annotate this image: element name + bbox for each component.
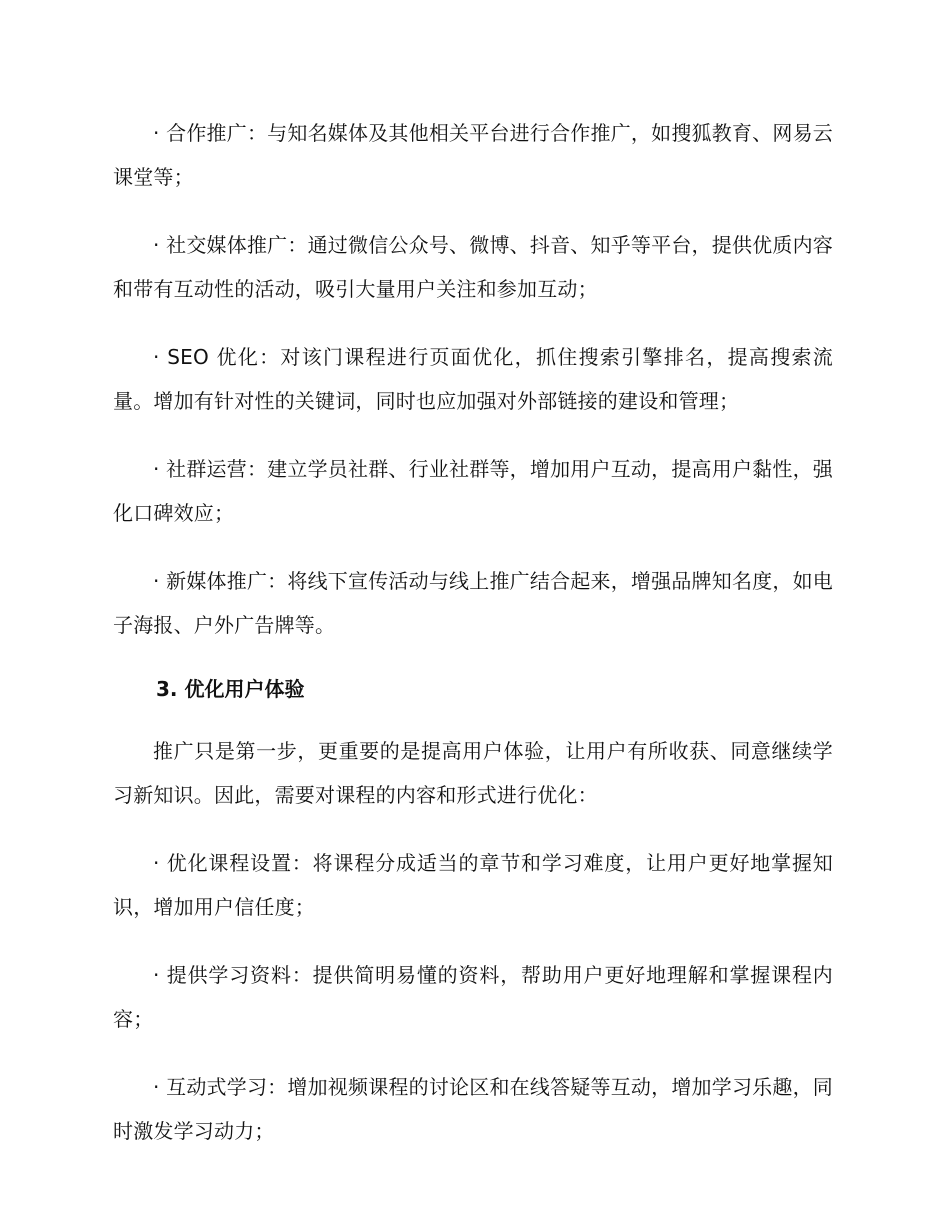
document-body bbox=[113, 111, 833, 1177]
bullet-course-settings: · 优化课程设置：将课程分成适当的章节和学习难度，让用户更好地掌握知识，增加用户信任度； bbox=[113, 851, 833, 919]
bullet-community-operation: · 社群运营：建立学员社群、行业社群等，增加用户互动，提高用户黏性，强化口碑效应； bbox=[113, 457, 833, 525]
bullet-cooperation-promotion: · 合作推广：与知名媒体及其他相关平台进行合作推广，如搜狐教育、网易云课堂等； bbox=[113, 121, 833, 189]
bullet-learning-materials: · 提供学习资料：提供简明易懂的资料，帮助用户更好地理解和掌握课程内容； bbox=[113, 963, 833, 1031]
intro-paragraph: 推广只是第一步，更重要的是提高用户体验，让用户有所收获、同意继续学习新知识。因此，需要对课程的内容和形式进行优化： bbox=[113, 739, 833, 807]
bullet-social-media-promotion: · 社交媒体推广：通过微信公众号、微博、抖音、知乎等平台，提供优质内容和带有互动性的活动，吸引大量用户关注和参加互动； bbox=[113, 233, 833, 301]
bullet-new-media-promotion: · 新媒体推广：将线下宣传活动与线上推广结合起来，增强品牌知名度，如电子海报、户外广告牌等。 bbox=[113, 569, 833, 637]
bullet-interactive-learning: · 互动式学习：增加视频课程的讨论区和在线答疑等互动，增加学习乐趣，同时激发学习动力； bbox=[113, 1075, 833, 1143]
bullet-seo-optimization: · SEO 优化：对该门课程进行页面优化，抓住搜索引擎排名，提高搜索流量。增加有针对性的关键词，同时也应加强对外部链接的建设和管理； bbox=[113, 345, 833, 413]
section-heading: 3. 优化用户体验 bbox=[156, 677, 305, 701]
